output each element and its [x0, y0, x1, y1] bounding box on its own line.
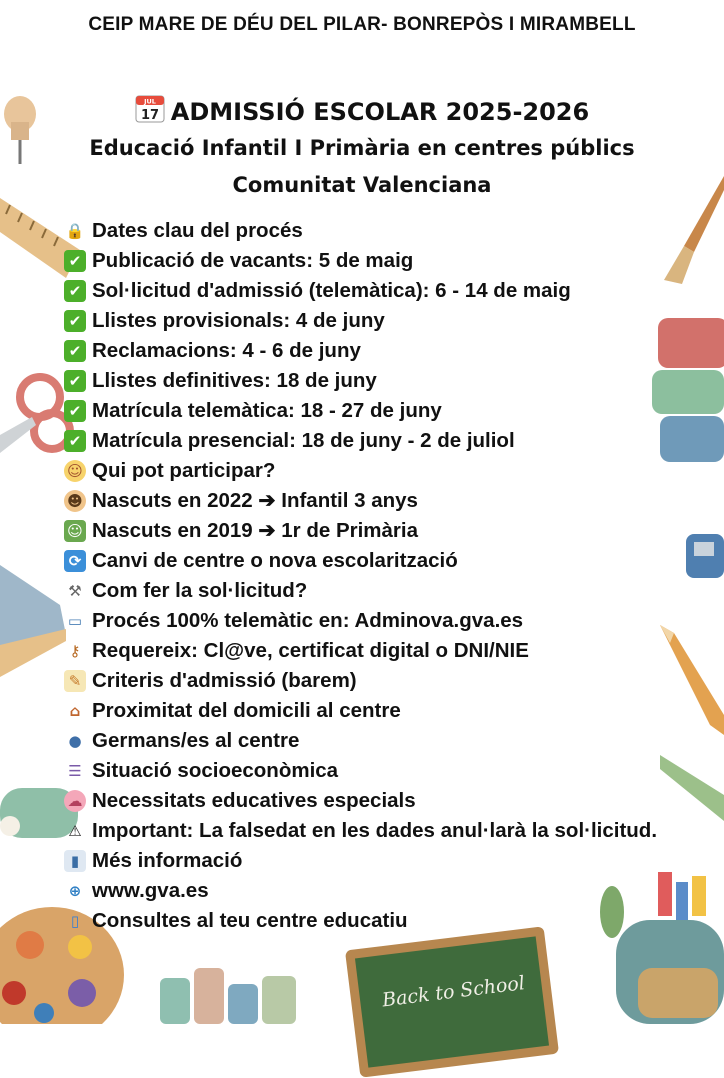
list-item-text: Nascuts en 2019 ➔ 1r de Primària	[92, 519, 418, 542]
list-item	[64, 546, 657, 576]
page-subtitle-region: Comunitat Valenciana	[232, 173, 492, 197]
children-icon: ☺	[64, 460, 86, 482]
check-icon: ✔	[64, 250, 86, 272]
list-item-text: Germans/es al centre	[92, 729, 300, 752]
list-item	[64, 756, 657, 786]
bar-chart-icon: ▮	[64, 850, 86, 872]
title-text: ADMISSIÓ ESCOLAR 2025-2026	[170, 98, 590, 126]
check-icon: ✔	[64, 340, 86, 362]
page-subtitle: Educació Infantil I Primària en centres públics	[89, 136, 635, 160]
house-icon: ⌂	[69, 702, 81, 720]
list-item	[64, 396, 657, 426]
pencil-green-icon	[660, 755, 724, 825]
calendar-icon	[135, 94, 165, 124]
list-item	[64, 816, 657, 846]
refresh-icon: ⟳	[64, 550, 86, 572]
farmer-icon: ☻	[64, 490, 86, 512]
list-item-text: Nascuts en 2022 ➔ Infantil 3 anys	[92, 489, 418, 512]
svg-text:JUL: JUL	[143, 97, 156, 106]
list-item	[64, 216, 657, 246]
list-item-text: Requereix: Cl@ve, certificat digital o DNI/NIE	[92, 639, 529, 662]
check-icon: ✔	[64, 370, 86, 392]
list-item-text: Llistes definitives: 18 de juny	[92, 369, 377, 392]
books-icon: ☰	[68, 762, 82, 780]
list-item	[64, 666, 657, 696]
teacher-icon: ☺	[64, 520, 86, 542]
svg-text:17: 17	[140, 108, 159, 123]
list-item-text: Publicació de vacants: 5 de maig	[92, 249, 414, 272]
check-icon: ✔	[64, 400, 86, 422]
brain-icon: ☁	[64, 790, 86, 812]
list-item	[64, 486, 657, 516]
pencil-icon	[660, 625, 724, 735]
list-item-text: Consultes al teu centre educatiu	[92, 909, 408, 932]
list-item-text: Qui pot participar?	[92, 459, 276, 482]
info-list	[64, 216, 657, 936]
list-item	[64, 786, 657, 816]
books-stack-icon	[160, 968, 300, 1024]
list-item-text: Criteris d'admissió (barem)	[92, 669, 357, 692]
warning-icon: ⚠	[68, 822, 82, 840]
list-item	[64, 246, 657, 276]
people-icon: ●	[68, 732, 82, 750]
list-item	[64, 636, 657, 666]
laptop-icon: ▭	[67, 612, 83, 630]
chalkboard-text: Back to School	[380, 972, 527, 1012]
notebook-icon	[0, 565, 70, 680]
list-item-text: Sol·licitud d'admissió (telemàtica): 6 - 14 de maig	[92, 279, 571, 302]
book-stack-icon	[652, 318, 724, 468]
list-item-text: Matrícula telemàtica: 18 - 27 de juny	[92, 399, 442, 422]
list-item-text: Proximitat del domicili al centre	[92, 699, 401, 722]
check-icon: ✔	[64, 430, 86, 452]
tools-icon: ⚒	[68, 582, 82, 600]
list-item	[64, 726, 657, 756]
phone-icon: ▯	[70, 912, 80, 930]
memo-icon: ✎	[64, 670, 86, 692]
sharpener-icon	[686, 528, 724, 584]
chalkboard	[345, 926, 559, 1077]
school-name: CEIP MARE DE DÉU DEL PILAR- BONREPÒS I MIRAMBELL	[88, 14, 636, 35]
list-item-text: Situació socioeconòmica	[92, 759, 339, 782]
list-item	[64, 336, 657, 366]
list-item	[64, 306, 657, 336]
list-item-text: Canvi de centre o nova escolarització	[92, 549, 458, 572]
page-title	[0, 94, 724, 126]
list-item	[64, 456, 657, 486]
list-item-text: Llistes provisionals: 4 de juny	[92, 309, 385, 332]
lock-icon: 🔒	[65, 222, 85, 240]
list-item	[64, 876, 657, 906]
list-item-text: Necessitats educatives especials	[92, 789, 416, 812]
list-item-text: www.gva.es	[92, 879, 209, 902]
list-item	[64, 696, 657, 726]
globe-icon: ⊕	[68, 882, 82, 900]
list-item	[64, 426, 657, 456]
list-item-text: Procés 100% telemàtic en: Adminova.gva.es	[92, 609, 524, 632]
list-item	[64, 366, 657, 396]
list-item	[64, 516, 657, 546]
list-item	[64, 846, 657, 876]
list-item-text: Més informació	[92, 849, 243, 872]
list-item-text: Important: La falsedat en les dades anul·larà la sol·licitud.	[92, 819, 658, 842]
list-item-text: Com fer la sol·licitud?	[92, 579, 308, 602]
list-item-text: Matrícula presencial: 18 de juny - 2 de juliol	[92, 429, 515, 452]
list-item	[64, 906, 657, 936]
list-item-text: Reclamacions: 4 - 6 de juny	[92, 339, 361, 362]
check-icon: ✔	[64, 310, 86, 332]
list-item	[64, 606, 657, 636]
list-item	[64, 576, 657, 606]
check-icon: ✔	[64, 280, 86, 302]
list-item-text: Dates clau del procés	[92, 219, 303, 242]
list-item	[64, 276, 657, 306]
key-icon: ⚷	[69, 642, 81, 660]
